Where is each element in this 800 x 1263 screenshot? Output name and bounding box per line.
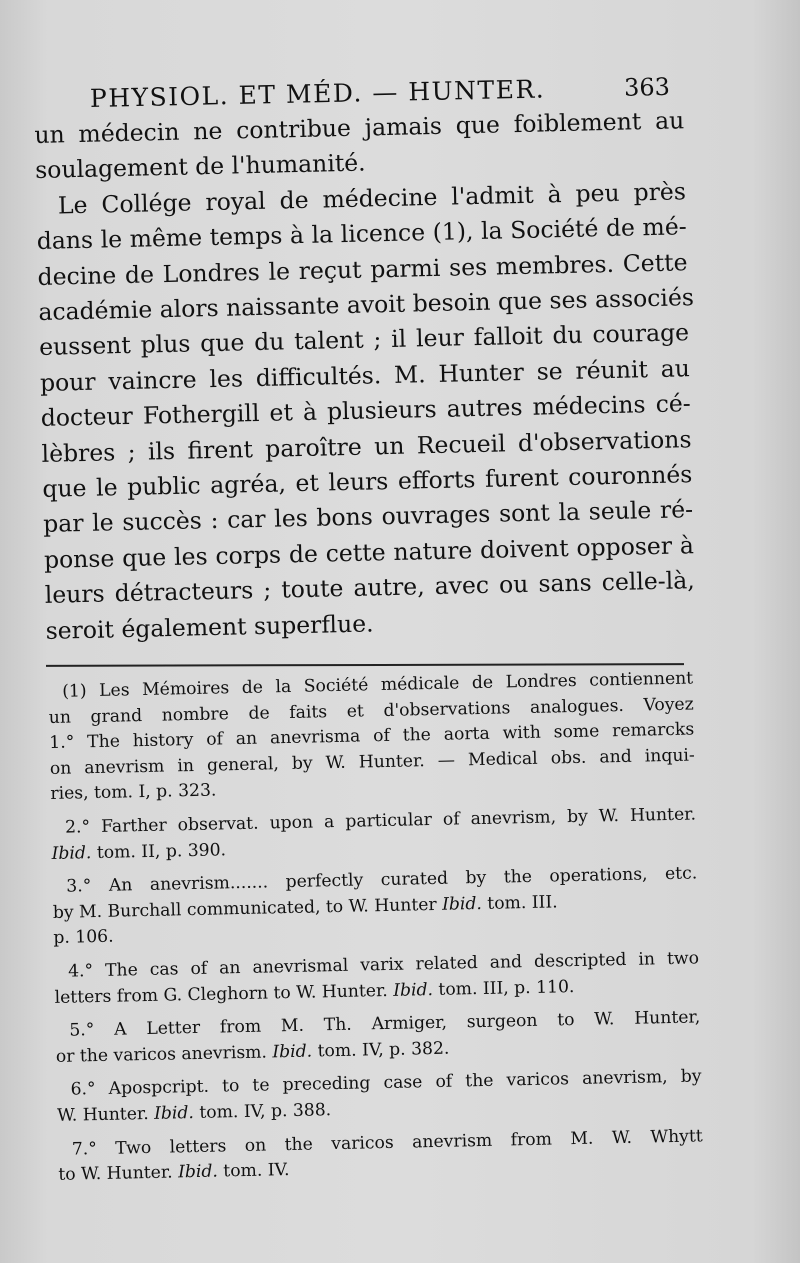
footnote-line: 2.° Farther observat. upon a particular of anevrism, by W. Hunter. <box>64 804 697 838</box>
footnotes <box>48 666 704 1196</box>
ibid-reference: Ibid. <box>51 842 92 864</box>
body-line: eussent plus que du talent ; il leur falloit du courage <box>38 318 690 362</box>
body-line: dans le même temps à la licence (1), la Société de mé- <box>36 212 687 256</box>
footnote-line: un grand nombre de faits et d'observations analogues. Voyez <box>48 694 694 728</box>
footnote-7 <box>58 1124 704 1189</box>
footnote-2 <box>51 802 697 867</box>
footnote-divider <box>46 663 684 667</box>
footnote-4 <box>54 946 700 1011</box>
footnote-line: (1) Les Mémoires de la Société médicale de Londres contiennent <box>62 668 694 702</box>
body-line: decine de Londres le reçut parmi ses membres. Cette <box>37 247 688 291</box>
footnote-line: 5.° A Letter from M. Th. Armiger, surgeon to W. Hunter, <box>69 1007 701 1041</box>
ibid-reference: Ibid. <box>441 893 483 915</box>
body-line: lèbres ; ils firent paroître un Recueil d'observations <box>41 424 692 468</box>
footnote-line: 6.° Apospcript. to te preceding case of the varicos anevrism, by <box>70 1066 702 1100</box>
body-line: académie alors naissante avoit besoin que ses associés <box>38 283 695 326</box>
body-line: un médecin ne contribue jamais que foiblement au <box>34 106 685 149</box>
citation-text: tom. III. <box>481 892 558 914</box>
citation-text: W. Hunter. <box>56 1103 155 1126</box>
body-line: leurs détracteurs ; toute autre, avec ou sans celle-là, <box>44 566 695 610</box>
citation-text: by M. Burchall communicated, to W. Hunter <box>52 894 443 923</box>
ibid-reference: Ibid. <box>393 979 434 1001</box>
body-line: Le Collége royal de médecine l'admit à peu près <box>57 177 687 220</box>
page-number: 363 <box>623 72 671 102</box>
ibid-reference: Ibid. <box>177 1161 219 1183</box>
body-line: par le succès : car les bons ouvrages sont la seule ré- <box>42 495 694 539</box>
footnote-3 <box>52 862 698 952</box>
body-line: seroit également superflue. <box>45 609 374 645</box>
body-line: ponse que les corps de cette nature doivent opposer à <box>43 531 695 574</box>
footnote-line: 7.° Two letters on the varicos anevrism from M. W. Whytt <box>71 1125 703 1160</box>
citation-text: letters from G. Cleghorn to W. Hunter. <box>54 980 394 1008</box>
footnote-line: 1.° The history of an anevrisma of the aorta with some remarcks <box>49 719 695 754</box>
footnote-5 <box>55 1006 701 1071</box>
citation-text: tom. III, p. 110. <box>432 976 575 1000</box>
running-title: PHYSIOL. ET MÉD. — HUNTER. <box>89 74 546 113</box>
footnote-line: p. 106. <box>53 927 114 949</box>
body-line: docteur Fothergill et à plusieurs autres médecins cé- <box>40 389 691 433</box>
body-line: pour vaincre les difficultés. M. Hunter se réunit au <box>39 354 691 397</box>
body-line: que le public agréa, et leurs efforts furent couronnés <box>42 460 693 503</box>
body-text <box>34 103 696 649</box>
footnote-line: ries, tom. I, p. 323. <box>50 780 217 805</box>
footnote-line: on anevrism in general, by W. Hunter. — Medical obs. and inqui- <box>49 745 695 779</box>
citation-text: tom. IV. <box>217 1160 290 1182</box>
citation-text: tom. II, p. 390. <box>91 839 227 863</box>
body-line: soulagement de l'humanité. <box>34 148 366 185</box>
citation-text: tom. IV, p. 382. <box>311 1038 450 1062</box>
footnote-6 <box>56 1065 702 1130</box>
footnote-line: 3.° An anevrism....... perfectly curated by the operations, etc. <box>66 863 698 897</box>
ibid-reference: Ibid. <box>153 1102 195 1124</box>
citation-text: or the varicos anevrism. <box>55 1042 273 1067</box>
footnote-1 <box>48 666 696 807</box>
footnote-line: 4.° The cas of an anevrismal varix related and descripted in two <box>67 948 700 982</box>
citation-text: to W. Hunter. <box>58 1162 179 1185</box>
citation-text: tom. IV, p. 388. <box>193 1100 332 1123</box>
ibid-reference: Ibid. <box>272 1041 313 1063</box>
